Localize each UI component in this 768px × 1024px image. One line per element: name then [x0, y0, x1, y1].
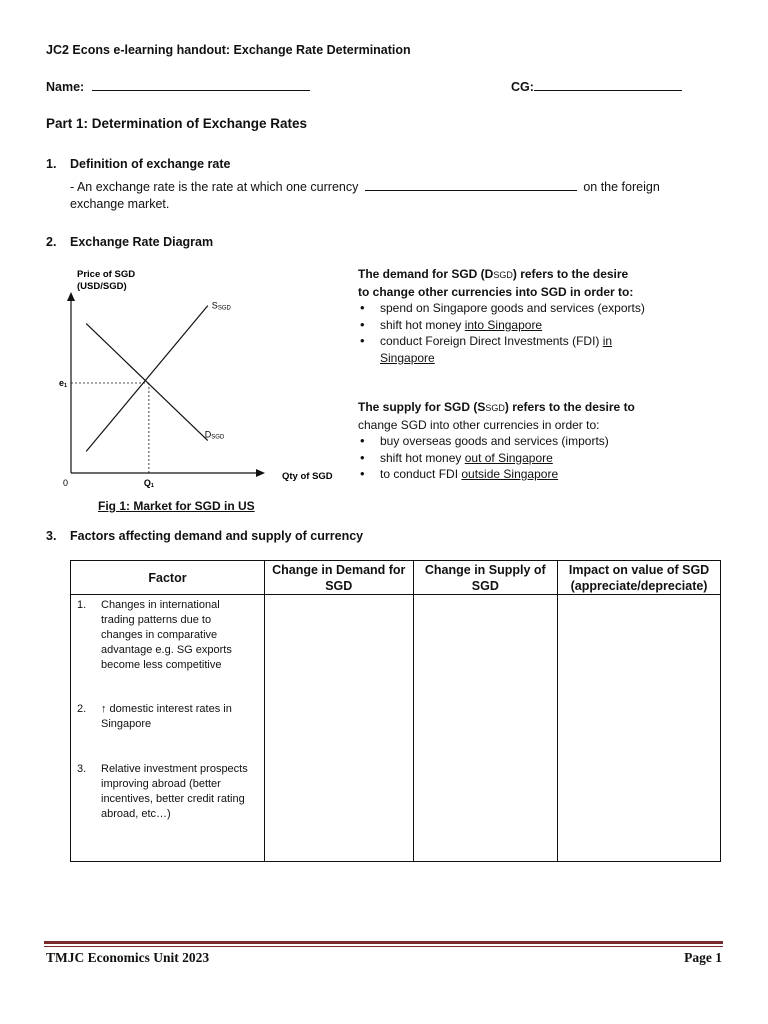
demand-intro-line2: to change other currencies into SGD in order to: [358, 284, 634, 299]
cg-blank[interactable] [534, 78, 682, 91]
factor-cell [71, 595, 265, 862]
name-blank[interactable] [92, 78, 310, 91]
supply-intro-line1: The supply for SGD (SSGD) refers to the desire to [358, 400, 635, 414]
demand-bullet-list [358, 300, 658, 366]
document-title: JC2 Econs e-learning handout: Exchange Rate Determination [46, 43, 411, 57]
sgd-market-chart [40, 262, 350, 497]
section3-heading: Factors affecting demand and supply of currency [70, 529, 364, 543]
chart-ylabel-line1: Price of SGD [77, 269, 136, 280]
list-item: • spend on Singapore goods and services (exports) [358, 300, 658, 317]
supply-intro-line2: change SGD into other currencies in order to: [358, 417, 600, 432]
demand-curve [86, 324, 208, 441]
part1-heading: Part 1: Determination of Exchange Rates [46, 116, 308, 131]
chart-xlabel: Qty of SGD [282, 471, 333, 482]
demand-label: DSGD [204, 429, 225, 441]
chart-caption: Fig 1: Market for SGD in US [98, 499, 255, 513]
definition-text-start: - An exchange rate is the rate at which one currency [70, 180, 359, 194]
name-field [46, 78, 310, 94]
factor-item-2: 2. ↑ domestic interest rates in Singapore [77, 703, 232, 730]
cg-field [511, 78, 682, 94]
section2-number: 2. [46, 235, 57, 249]
cg-label: CG: [511, 80, 534, 94]
supply-change-cell[interactable] [413, 595, 558, 862]
section1-heading: Definition of exchange rate [70, 157, 231, 171]
header-impact: Impact on value of SGD (appreciate/depreciate) [558, 561, 721, 595]
equilibrium-price-label: e1 [59, 378, 68, 389]
x-axis-arrow [256, 469, 265, 477]
list-item: • to conduct FDI outside Singapore [358, 466, 658, 483]
factors-table [70, 560, 721, 862]
definition-blank[interactable] [365, 178, 577, 191]
supply-bullet-list [358, 433, 658, 483]
section1-number: 1. [46, 157, 57, 171]
footer-rule-thick [44, 941, 723, 944]
section3-number: 3. [46, 529, 57, 543]
footer-page-number: Page 1 [684, 950, 722, 965]
name-label: Name: [46, 80, 85, 94]
demand-change-cell[interactable] [264, 595, 413, 862]
header-demand-change: Change in Demand for SGD [264, 561, 413, 595]
supply-curve [86, 306, 208, 452]
list-item: • conduct Foreign Direct Investments (FDI) in Singapore [358, 333, 640, 366]
list-item: • shift hot money into Singapore [358, 317, 658, 334]
demand-paragraph [358, 266, 658, 366]
footer-unit-label: TMJC Economics Unit 2023 [46, 950, 210, 965]
section2-heading: Exchange Rate Diagram [70, 235, 214, 249]
supply-paragraph [358, 399, 658, 483]
factor-item-1: 1. Changes in international trading patterns due to changes in comparative advantage e.g. SG exports become less competitive [77, 599, 232, 671]
header-factor: Factor [71, 561, 265, 595]
impact-cell[interactable] [558, 595, 721, 862]
definition-text-line2: exchange market. [70, 197, 170, 211]
demand-intro-line1: The demand for SGD (DSGD) refers to the desire [358, 267, 629, 281]
supply-label: SSGD [211, 300, 231, 312]
y-axis-arrow [67, 292, 75, 301]
chart-origin-label: 0 [63, 478, 69, 488]
chart-ylabel-line2: (USD/SGD) [77, 281, 127, 292]
header-supply-change: Change in Supply of SGD [413, 561, 558, 595]
definition-text-end: on the foreign [583, 180, 660, 194]
section1-definition-line [70, 178, 660, 194]
footer-rule-thin [44, 946, 723, 947]
list-item: • buy overseas goods and services (imports) [358, 433, 658, 450]
equilibrium-qty-label: Q1 [143, 478, 154, 489]
factor-item-3: 3. Relative investment prospects improving abroad (better incentives, better credit rating abroad, etc…) [77, 763, 248, 820]
list-item: • shift hot money out of Singapore [358, 450, 658, 467]
table-row [71, 595, 721, 862]
table-header-row [71, 561, 721, 595]
